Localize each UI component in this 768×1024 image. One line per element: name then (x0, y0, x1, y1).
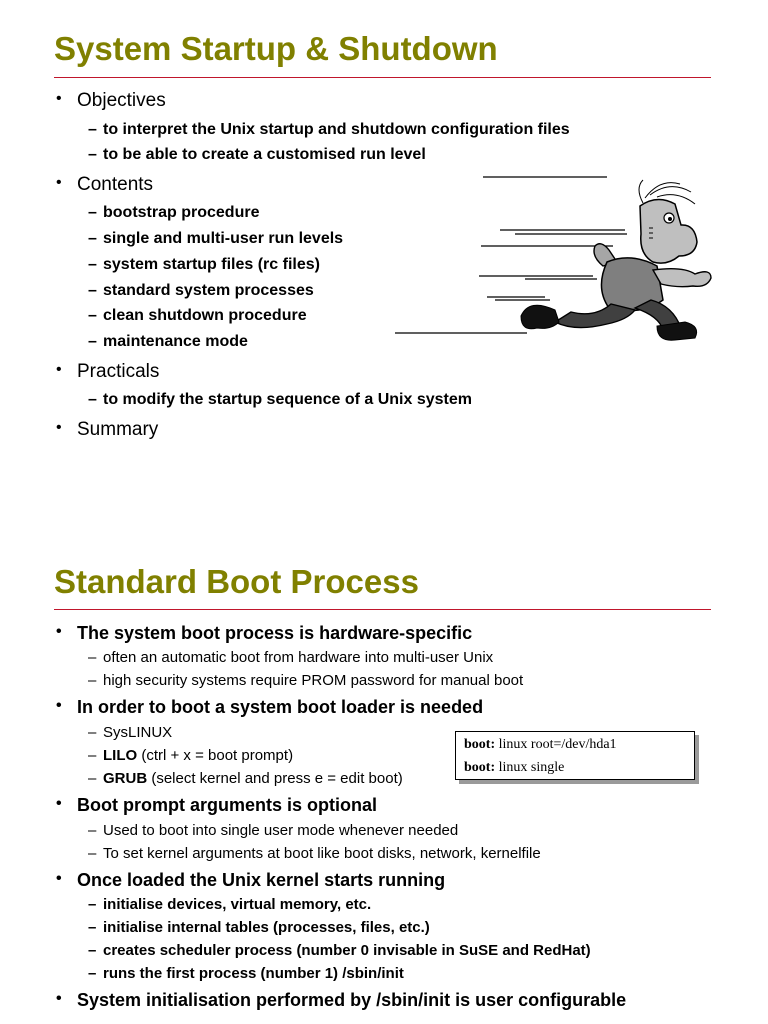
code-keyword: boot: (464, 760, 496, 775)
bullet-text: The system boot process is hardware-specific (77, 623, 473, 643)
bullet-text: Boot prompt arguments is optional (77, 795, 377, 815)
dash-marker: – (88, 307, 97, 324)
code-argument: linux root=/dev/hda1 (495, 737, 617, 752)
sub-bullet-text: to interpret the Unix startup and shutdown configuration files (103, 121, 570, 138)
dash-marker: – (88, 282, 97, 299)
sub-bullet-text: to modify the startup sequence of a Unix system (103, 391, 472, 408)
sub-bullet-text: bootstrap procedure (103, 204, 260, 221)
boot-prompt-example (455, 731, 695, 780)
code-keyword: boot: (464, 737, 496, 752)
bullet-text: Once loaded the Unix kernel starts running (77, 870, 446, 890)
bullet-dot: • (56, 990, 62, 1007)
loader-note: (ctrl + x = boot prompt) (137, 747, 294, 764)
dash-marker: – (88, 822, 97, 839)
dash-marker: – (88, 724, 97, 741)
sub-bullet-text: creates scheduler process (number 0 invisable in SuSE and RedHat) (103, 942, 591, 959)
title-divider (54, 77, 711, 78)
code-argument: linux single (495, 760, 565, 775)
bullet-dot: • (56, 870, 62, 887)
loader-name: GRUB (103, 770, 148, 787)
bullet-dot: • (56, 174, 62, 191)
running-man-icon (395, 170, 715, 345)
sub-bullet-text: initialise devices, virtual memory, etc. (103, 896, 372, 913)
dash-marker: – (88, 942, 97, 959)
title-divider (54, 609, 711, 610)
dash-marker: – (88, 919, 97, 936)
loader-name: LILO (103, 747, 138, 764)
dash-marker: – (88, 896, 97, 913)
bullet-text: Summary (77, 419, 159, 440)
slide-title: System Startup & Shutdown (54, 30, 498, 67)
bullet-dot: • (56, 361, 62, 378)
sub-bullet-text: initialise internal tables (processes, files, etc.) (103, 919, 430, 936)
bullet-dot: • (56, 90, 62, 107)
dash-marker: – (88, 146, 97, 163)
sub-bullet-text: clean shutdown procedure (103, 307, 307, 324)
code-line (464, 737, 617, 753)
sub-bullet-text: standard system processes (103, 282, 314, 299)
sub-bullet-text (103, 747, 293, 764)
bullet-dot: • (56, 419, 62, 436)
sub-bullet-text: To set kernel arguments at boot like boot disks, network, kernelfile (103, 845, 541, 862)
sub-bullet-text: single and multi-user run levels (103, 230, 344, 247)
sub-bullet-text: SysLINUX (103, 724, 173, 741)
bullet-text: In order to boot a system boot loader is needed (77, 697, 484, 717)
bullet-text: System initialisation performed by /sbin/init is user configurable (77, 990, 627, 1010)
dash-marker: – (88, 204, 97, 221)
sub-bullet-text: high security systems require PROM password for manual boot (103, 672, 524, 689)
dash-marker: – (88, 965, 97, 982)
bullet-dot: • (56, 795, 62, 812)
sub-bullet-text (103, 770, 403, 787)
slide-title: Standard Boot Process (54, 563, 419, 600)
bullet-dot: • (56, 697, 62, 714)
sub-bullet-text: often an automatic boot from hardware into multi-user Unix (103, 649, 494, 666)
sub-bullet-text: Used to boot into single user mode whenever needed (103, 822, 459, 839)
sub-bullet-text: to be able to create a customised run level (103, 146, 426, 163)
dash-marker: – (88, 256, 97, 273)
bullet-text: Practicals (77, 361, 160, 382)
sub-bullet-text: runs the first process (number 1) /sbin/init (103, 965, 404, 982)
bullet-dot: • (56, 623, 62, 640)
dash-marker: – (88, 770, 97, 787)
dash-marker: – (88, 230, 97, 247)
code-line (464, 760, 564, 776)
bullet-text: Objectives (77, 90, 166, 111)
dash-marker: – (88, 672, 97, 689)
dash-marker: – (88, 845, 97, 862)
bullet-text: Contents (77, 174, 154, 195)
dash-marker: – (88, 747, 97, 764)
dash-marker: – (88, 121, 97, 138)
dash-marker: – (88, 391, 97, 408)
sub-bullet-text: system startup files (rc files) (103, 256, 320, 273)
dash-marker: – (88, 333, 97, 350)
dash-marker: – (88, 649, 97, 666)
sub-bullet-text: maintenance mode (103, 333, 248, 350)
loader-note: (select kernel and press e = edit boot) (147, 770, 403, 787)
